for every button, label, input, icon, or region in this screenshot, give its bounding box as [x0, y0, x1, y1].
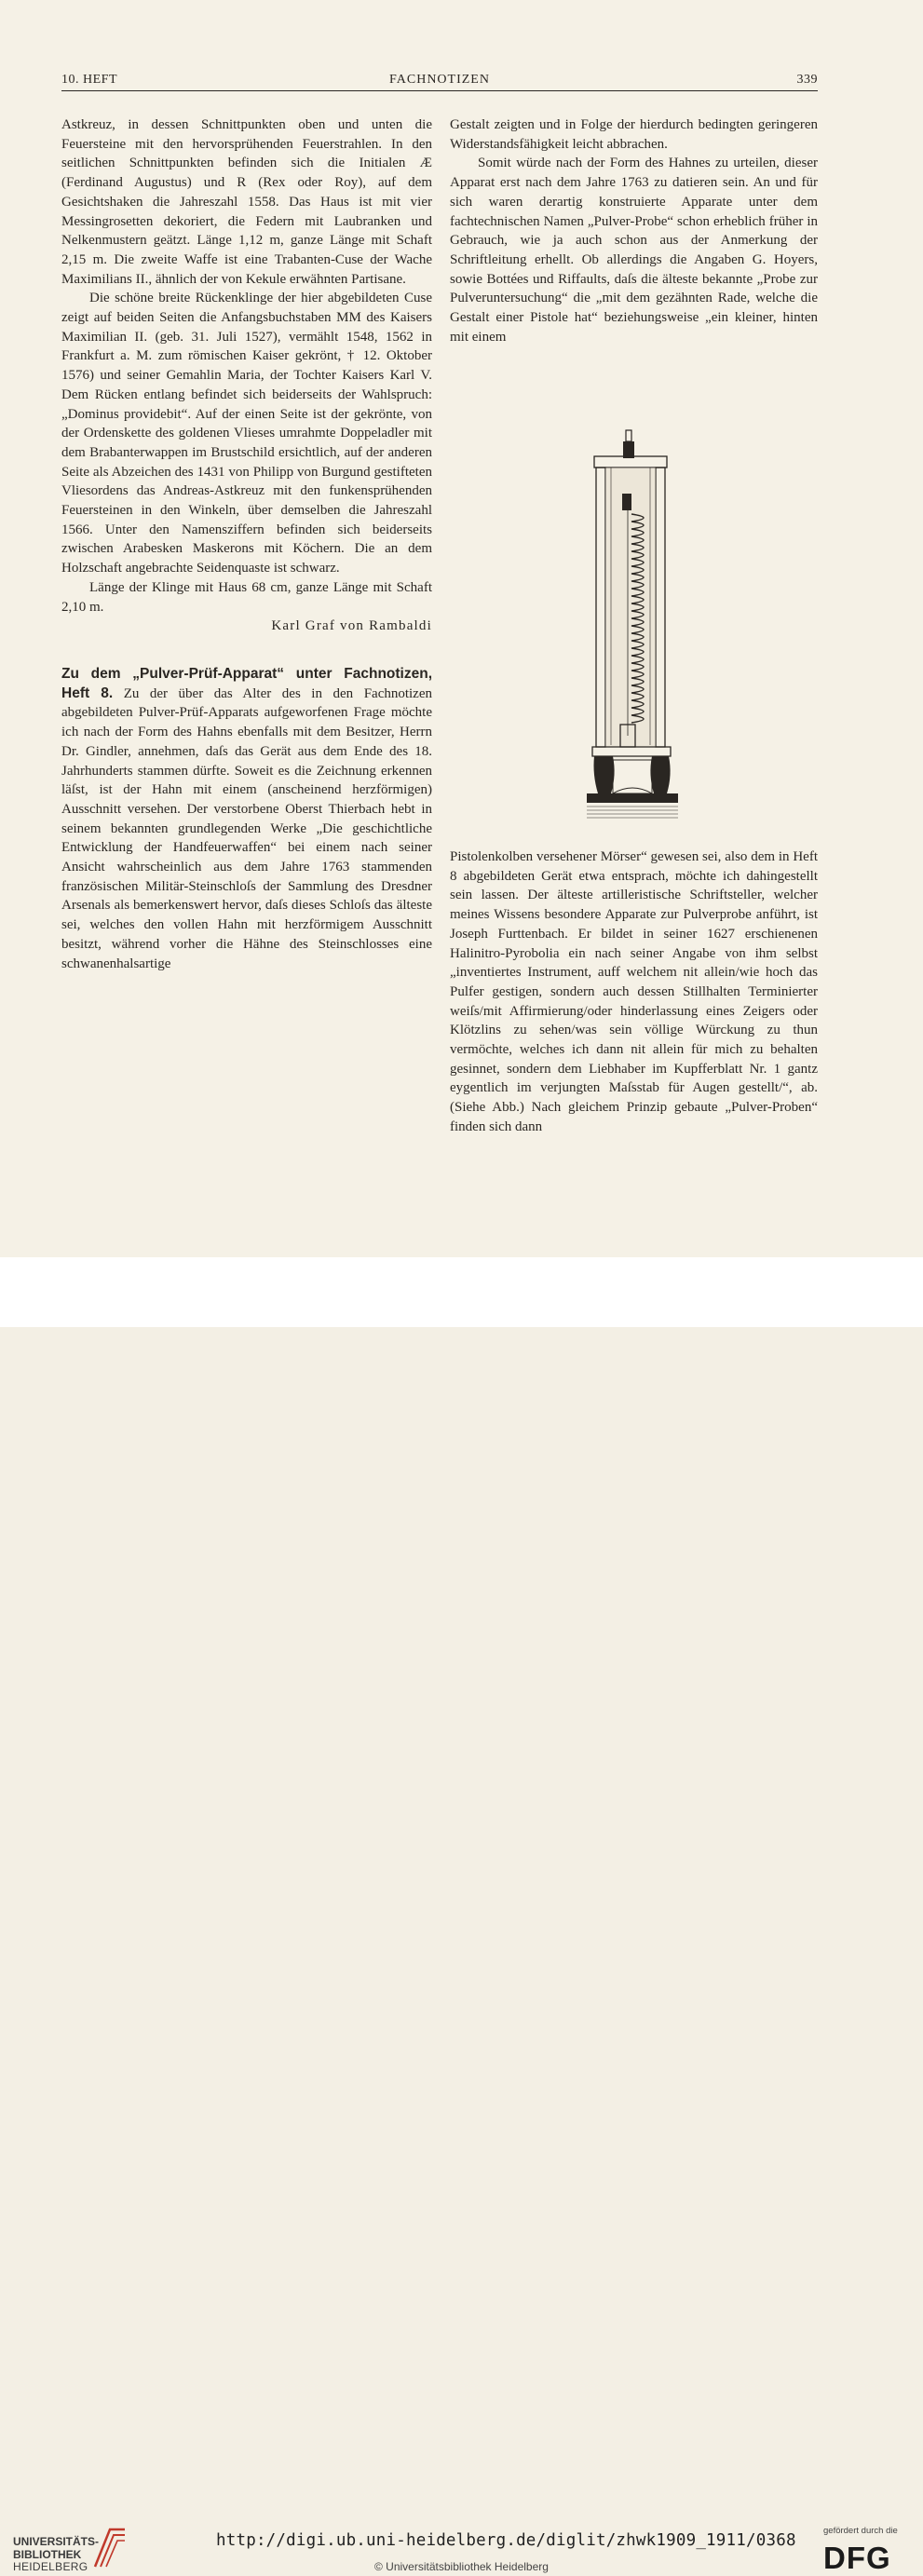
left-column: [61, 115, 432, 973]
dfg-logo: DFG: [823, 2541, 891, 2575]
author-signature: Karl Graf von Rambaldi: [271, 618, 432, 634]
paragraph: Pistolenkolben versehener Mörser“ gewesen sei, also dem in Heft 8 abgebildeten Gerät etwa entsprach, möchte ich dahingestellt sein lassen. Der älteste artilleristische Schriftsteller, welcher meines Wissens besondere Apparate zur Pulverprobe anführt, ist Joseph Furttenbach. Er bildet in seiner 1627 erschienenen Halinitro-Pyrobolia ein nach seiner Angabe von ihm selbst „inventiertes Instrument, auff welchem nit allein/wie hoch das Pulfer gestigen, sondern auch dessen Stillhalten Terminierter weiſs/mit Affirmierung/oder hinderlassung eines Zeigers oder Klötzlins zu sehen/was sein völlige Würckung zu thun vermöchte, welches ich dann nit allein für mich zu behalten gesinnet, sondern dem Liebhaber im Kupfferblatt Nr. 1 gantz eygentlich im verjungten Maſsstab für Augen gestellt/“, ab. (Siehe Abb.) Nach gleichem Prinzip gebaute „Pulver-Proben“ finden sich dann: [450, 849, 818, 1134]
right-column-top: [450, 115, 818, 346]
article-heading: Zu dem „Pulver-Prüf-Apparat“ unter Fachnotizen, Heft 8.: [61, 665, 432, 701]
section-title: FACHNOTIZEN: [389, 73, 490, 87]
right-column-bottom: [450, 847, 818, 1137]
running-header: [61, 73, 818, 91]
digitization-footer: [0, 1257, 923, 2575]
issue-label: 10. HEFT: [61, 73, 117, 87]
permalink-url[interactable]: http://digi.ub.uni-heidelberg.de/diglit/zhwk1909_1911/0368: [216, 2531, 796, 2550]
paragraph: Die schöne breite Rückenklinge der hier abgebildeten Cuse zeigt auf beiden Seiten die Anfangsbuchstaben MM des Kaisers Maximilian II. (geb. 31. Juli 1527), vermählt 1548, 1562 in Frankfurt a. M. zum römischen Kaiser gekrönt, † 12. Oktober 1576) und seiner Gemahlin Maria, der Tochter Kaisers Karl V. Dem Rücken entlang befindet sich beiderseits der Wahlspruch: „Dominus providebit“. Auf der einen Seite ist der gekrönte, von der Ordenskette des goldenen Vlieses umrahmte Doppeladler mit dem Brabanterwappen im Brustschild ersichtlich, auf der anderen Seite als Abzeichen des 1431 von Philipp von Burgund gestifteten Vliesordens das Andreas-Astkreuz mit den funkensprühenden Feuersteinen in den Winkeln, über demselben die Jahreszahl 1566. Unter den Namensziffern befinden sich beiderseits zwischen Arabesken Maskerons mit Köchern. Die an dem Holzschaft angebrachte Seidenquaste ist schwarz.: [61, 291, 432, 576]
funding-note: gefördert durch die: [823, 2526, 898, 2536]
paragraph: Gestalt zeigten und in Folge der hierdurch bedingten geringeren Widerstandsfähigkeit leicht abbrachen.: [450, 117, 818, 152]
page-number: 339: [796, 73, 818, 87]
powder-tester-illustration: [585, 428, 680, 827]
library-logo-icon: [91, 2524, 129, 2572]
copyright-note: © Universitätsbibliothek Heidelberg: [374, 2560, 549, 2573]
scanned-page: [0, 0, 923, 1257]
library-name: UNIVERSITÄTS- BIBLIOTHEK HEIDELBERG: [13, 2535, 100, 2573]
header-rule: [61, 90, 818, 91]
article-start: [61, 665, 432, 973]
paragraph: Länge der Klinge mit Haus 68 cm, ganze Länge mit Schaft 2,10 m.: [61, 579, 432, 615]
paragraph: Somit würde nach der Form des Hahnes zu urteilen, dieser Apparat erst nach dem Jahre 1763 zu datieren sein. An und für sich waren derartig konstruierte Apparate unter dem fachtechnischen Namen „Pulver-Probe“ schon erheblich früher in Gebrauch, wie ja auch schon aus der Anmerkung der Schriftleitung erhellt. Ob allerdings die Angaben G. Hoyers, sowie Bottées und Riffaults, daſs die älteste bekannte „Probe zur Pulveruntersuchung“ die „mit dem gezähnten Rade, welche die Gestalt einer Pistole hat“ beziehungsweise „ein kleiner, hinten mit einem: [450, 156, 818, 345]
paragraph: Zu der über das Alter des in den Fachnotizen abgebildeten Pulver-Prüf-Apparats aufgeworfenen Frage möchte ich nach der Form des Hahns ebenfalls mit dem Besitzer, Herrn Dr. Gindler, annehmen, daſs das Gerät aus dem Ende des 18. Jahrhunderts stammen dürfte. Soweit es die Zeichnung erkennen läſst, ist der Hahn mit einem (anscheinend herzförmigen) Ausschnitt versehen. Der verstorbene Oberst Thierbach hebt in seinem bekannten grundlegenden Werke „Die geschichtliche Entwicklung der Handfeuerwaffen“ bei einem nach seiner Ansicht wahrscheinlich aus dem Jahre 1763 stammenden französischen Militär-Steinschloſs der Sammlung des Dresdner Arsenals als bemerkenswert hervor, daſs dieses Schloſs das älteste sei, welches den vollen Hahn mit herzförmigem Ausschnitt besitzt, während vorher die Hähne des Steinschlosses eine schwanenhalsartige: [61, 685, 432, 971]
paragraph: Astkreuz, in dessen Schnittpunkten oben und unten die Feuersteine mit den hervorsprühenden Feuerstrahlen. In den seitlichen Schnittpunkten befinden sich die Initialen Æ (Ferdinand Augustus) und R (Rex oder Roy), auf dem Gesichtshaken die Jahreszahl 1558. Das Haus ist mit vier Messingrosetten dekoriert, die Federn mit Laubranken und Nelkenmustern geätzt. Länge 1,12 m, ganze Länge mit Schaft 2,15 m. Die zweite Waffe ist eine Trabanten-Cuse der Wache Maximilians II., ähnlich der von Kekule erwähnten Partisane.: [61, 117, 432, 287]
